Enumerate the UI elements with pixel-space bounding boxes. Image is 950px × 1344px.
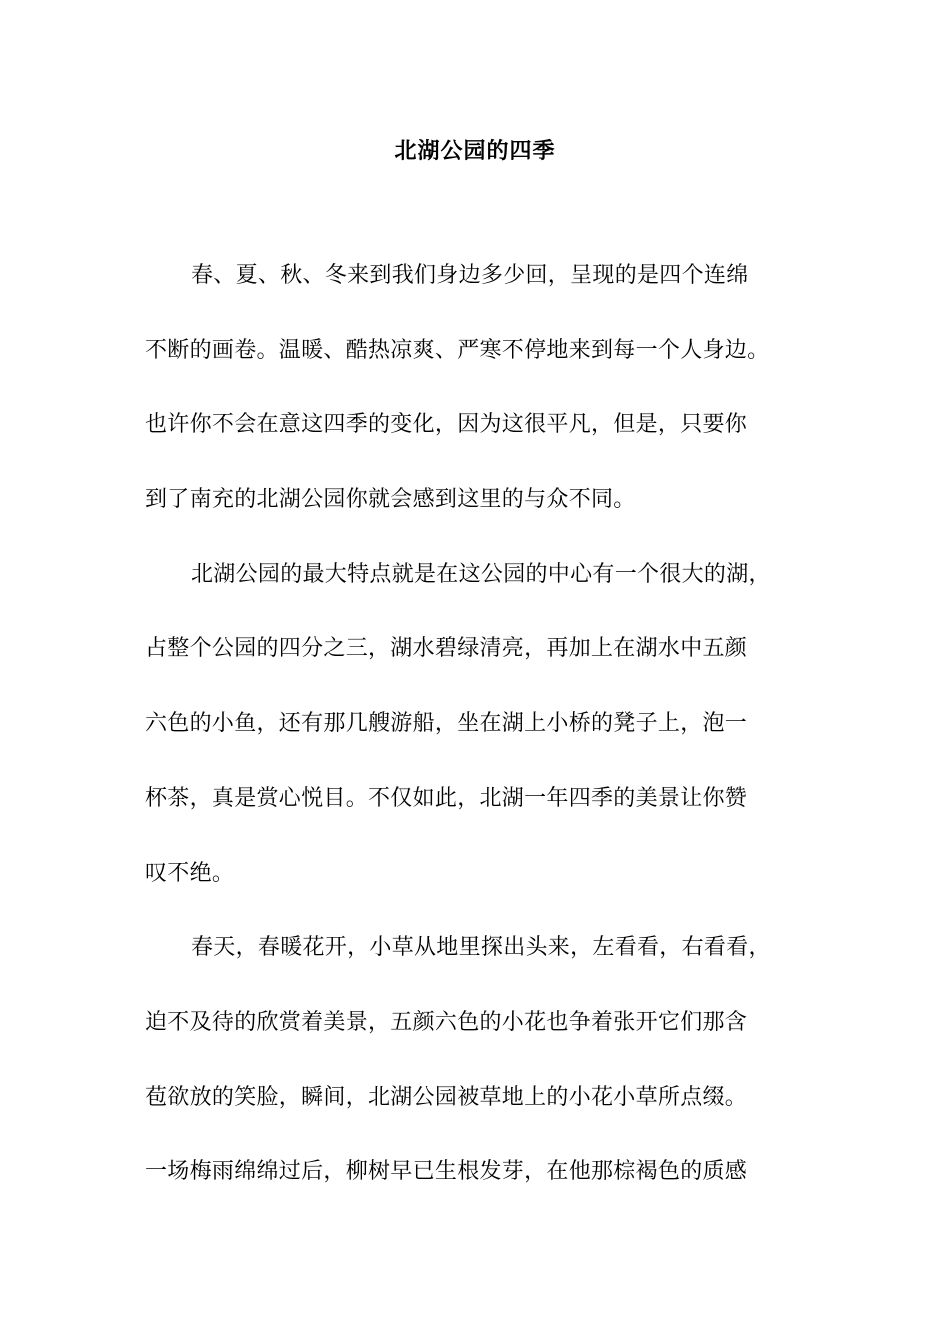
paragraph-2-line-4: 杯茶，真是赏心悦目。不仅如此，北湖一年四季的美景让你赞 <box>145 785 748 811</box>
paragraph-2-line-3: 六色的小鱼，还有那几艘游船，坐在湖上小桥的凳子上，泡一 <box>145 711 748 737</box>
paragraph-3-line-1: 春天，春暖花开，小草从地里探出头来，左看看，右看看， <box>191 935 771 961</box>
paragraph-1-line-1: 春、夏、秋、冬来到我们身边多少回，呈现的是四个连绵 <box>191 263 749 288</box>
paragraph-3-line-3: 苞欲放的笑脸，瞬间，北湖公园被草地上的小花小草所点缀。 <box>145 1084 748 1110</box>
paragraph-1-line-2: 不断的画卷。温暖、酷热凉爽、严寒不停地来到每一个人身边。 <box>145 337 770 363</box>
paragraph-1-line-3: 也许你不会在意这四季的变化，因为这很平凡，但是，只要你 <box>145 412 748 438</box>
paragraph-2-line-1: 北湖公园的最大特点就是在这公园的中心有一个很大的湖， <box>191 561 771 587</box>
paragraph-2-line-2: 占整个公园的四分之三，湖水碧绿清亮，再加上在湖水中五颜 <box>145 636 748 662</box>
paragraph-1-line-4: 到了南充的北湖公园你就会感到这里的与众不同。 <box>145 487 636 513</box>
paragraph-3-line-4: 一场梅雨绵绵过后，柳树早已生根发芽，在他那棕褐色的质感 <box>145 1159 748 1185</box>
document-body <box>145 254 835 1225</box>
paragraph-3-line-2: 迫不及待的欣赏着美景，五颜六色的小花也争着张开它们那含 <box>145 1009 748 1035</box>
document-title: 北湖公园的四季 <box>394 138 556 164</box>
paragraph-2-line-5: 叹不绝。 <box>145 860 235 886</box>
